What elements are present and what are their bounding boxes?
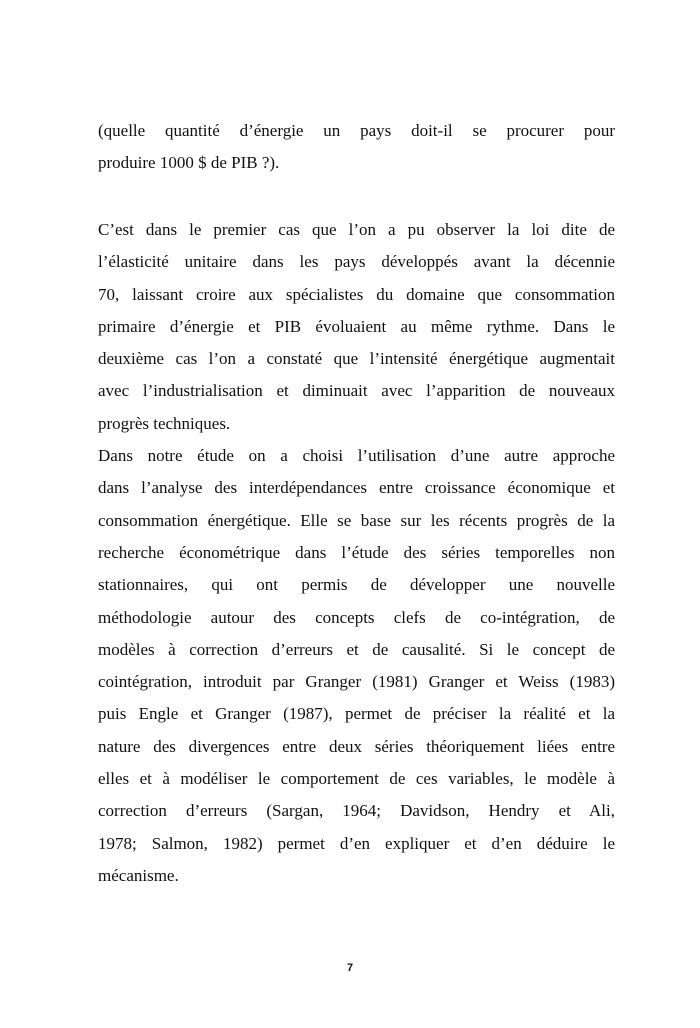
paragraph-line: C’est dans le premier cas que l’on a pu observer la loi dite de xyxy=(98,220,615,239)
paragraph-line: consommation énergétique. Elle se base sur les récents progrès de la xyxy=(98,510,615,530)
paragraph-line: mécanisme. xyxy=(98,865,179,885)
paragraph-line: modèles à correction d’erreurs et de causalité. Si le concept de xyxy=(98,639,615,659)
paragraph-line: 1978; Salmon, 1982) permet d’en expliquer et d’en déduire le xyxy=(98,833,615,853)
paragraph-line: elles et à modéliser le comportement de ces variables, le modèle à xyxy=(98,769,615,789)
paragraph-line: correction d’erreurs (Sargan, 1964; Davidson, Hendry et Ali, xyxy=(98,801,615,821)
paragraph-line: dans l’analyse des interdépendances entre croissance économique et xyxy=(98,478,615,498)
paragraph-line: nature des divergences entre deux séries théoriquement liées entre xyxy=(98,736,615,756)
paragraph-line: primaire d’énergie et PIB évoluaient au même rythme. Dans le xyxy=(98,316,615,336)
paragraph-line: méthodologie autour des concepts clefs de co-intégration, de xyxy=(98,607,615,627)
paragraph-line: (quelle quantité d’énergie un pays doit-il se procurer pour xyxy=(98,121,615,140)
paragraph-line: produire 1000 $ de PIB ?). xyxy=(98,153,280,173)
paragraph-2-and-3 xyxy=(98,214,615,892)
paragraph-line: l’élasticité unitaire dans les pays développés avant la décennie xyxy=(98,252,615,272)
paragraph-line: progrès techniques. xyxy=(98,413,231,433)
paragraph-line: recherche économétrique dans l’étude des séries temporelles non xyxy=(98,542,615,562)
paragraph-line: 70, laissant croire aux spécialistes du domaine que consommation xyxy=(98,284,615,304)
paragraph-line: stationnaires, qui ont permis de développer une nouvelle xyxy=(98,575,615,595)
paragraph-line: deuxième cas l’on a constaté que l’intensité énergétique augmentait xyxy=(98,349,615,369)
paragraph-line: cointégration, introduit par Granger (1981) Granger et Weiss (1983) xyxy=(98,672,615,692)
paragraph-1 xyxy=(98,115,615,180)
paragraph-line: avec l’industrialisation et diminuait avec l’apparition de nouveaux xyxy=(98,381,615,401)
paragraph-line: Dans notre étude on a choisi l’utilisation d’une autre approche xyxy=(98,446,615,466)
page-number: 7 xyxy=(346,962,354,974)
paragraph-line: puis Engle et Granger (1987), permet de préciser la réalité et la xyxy=(98,704,615,724)
